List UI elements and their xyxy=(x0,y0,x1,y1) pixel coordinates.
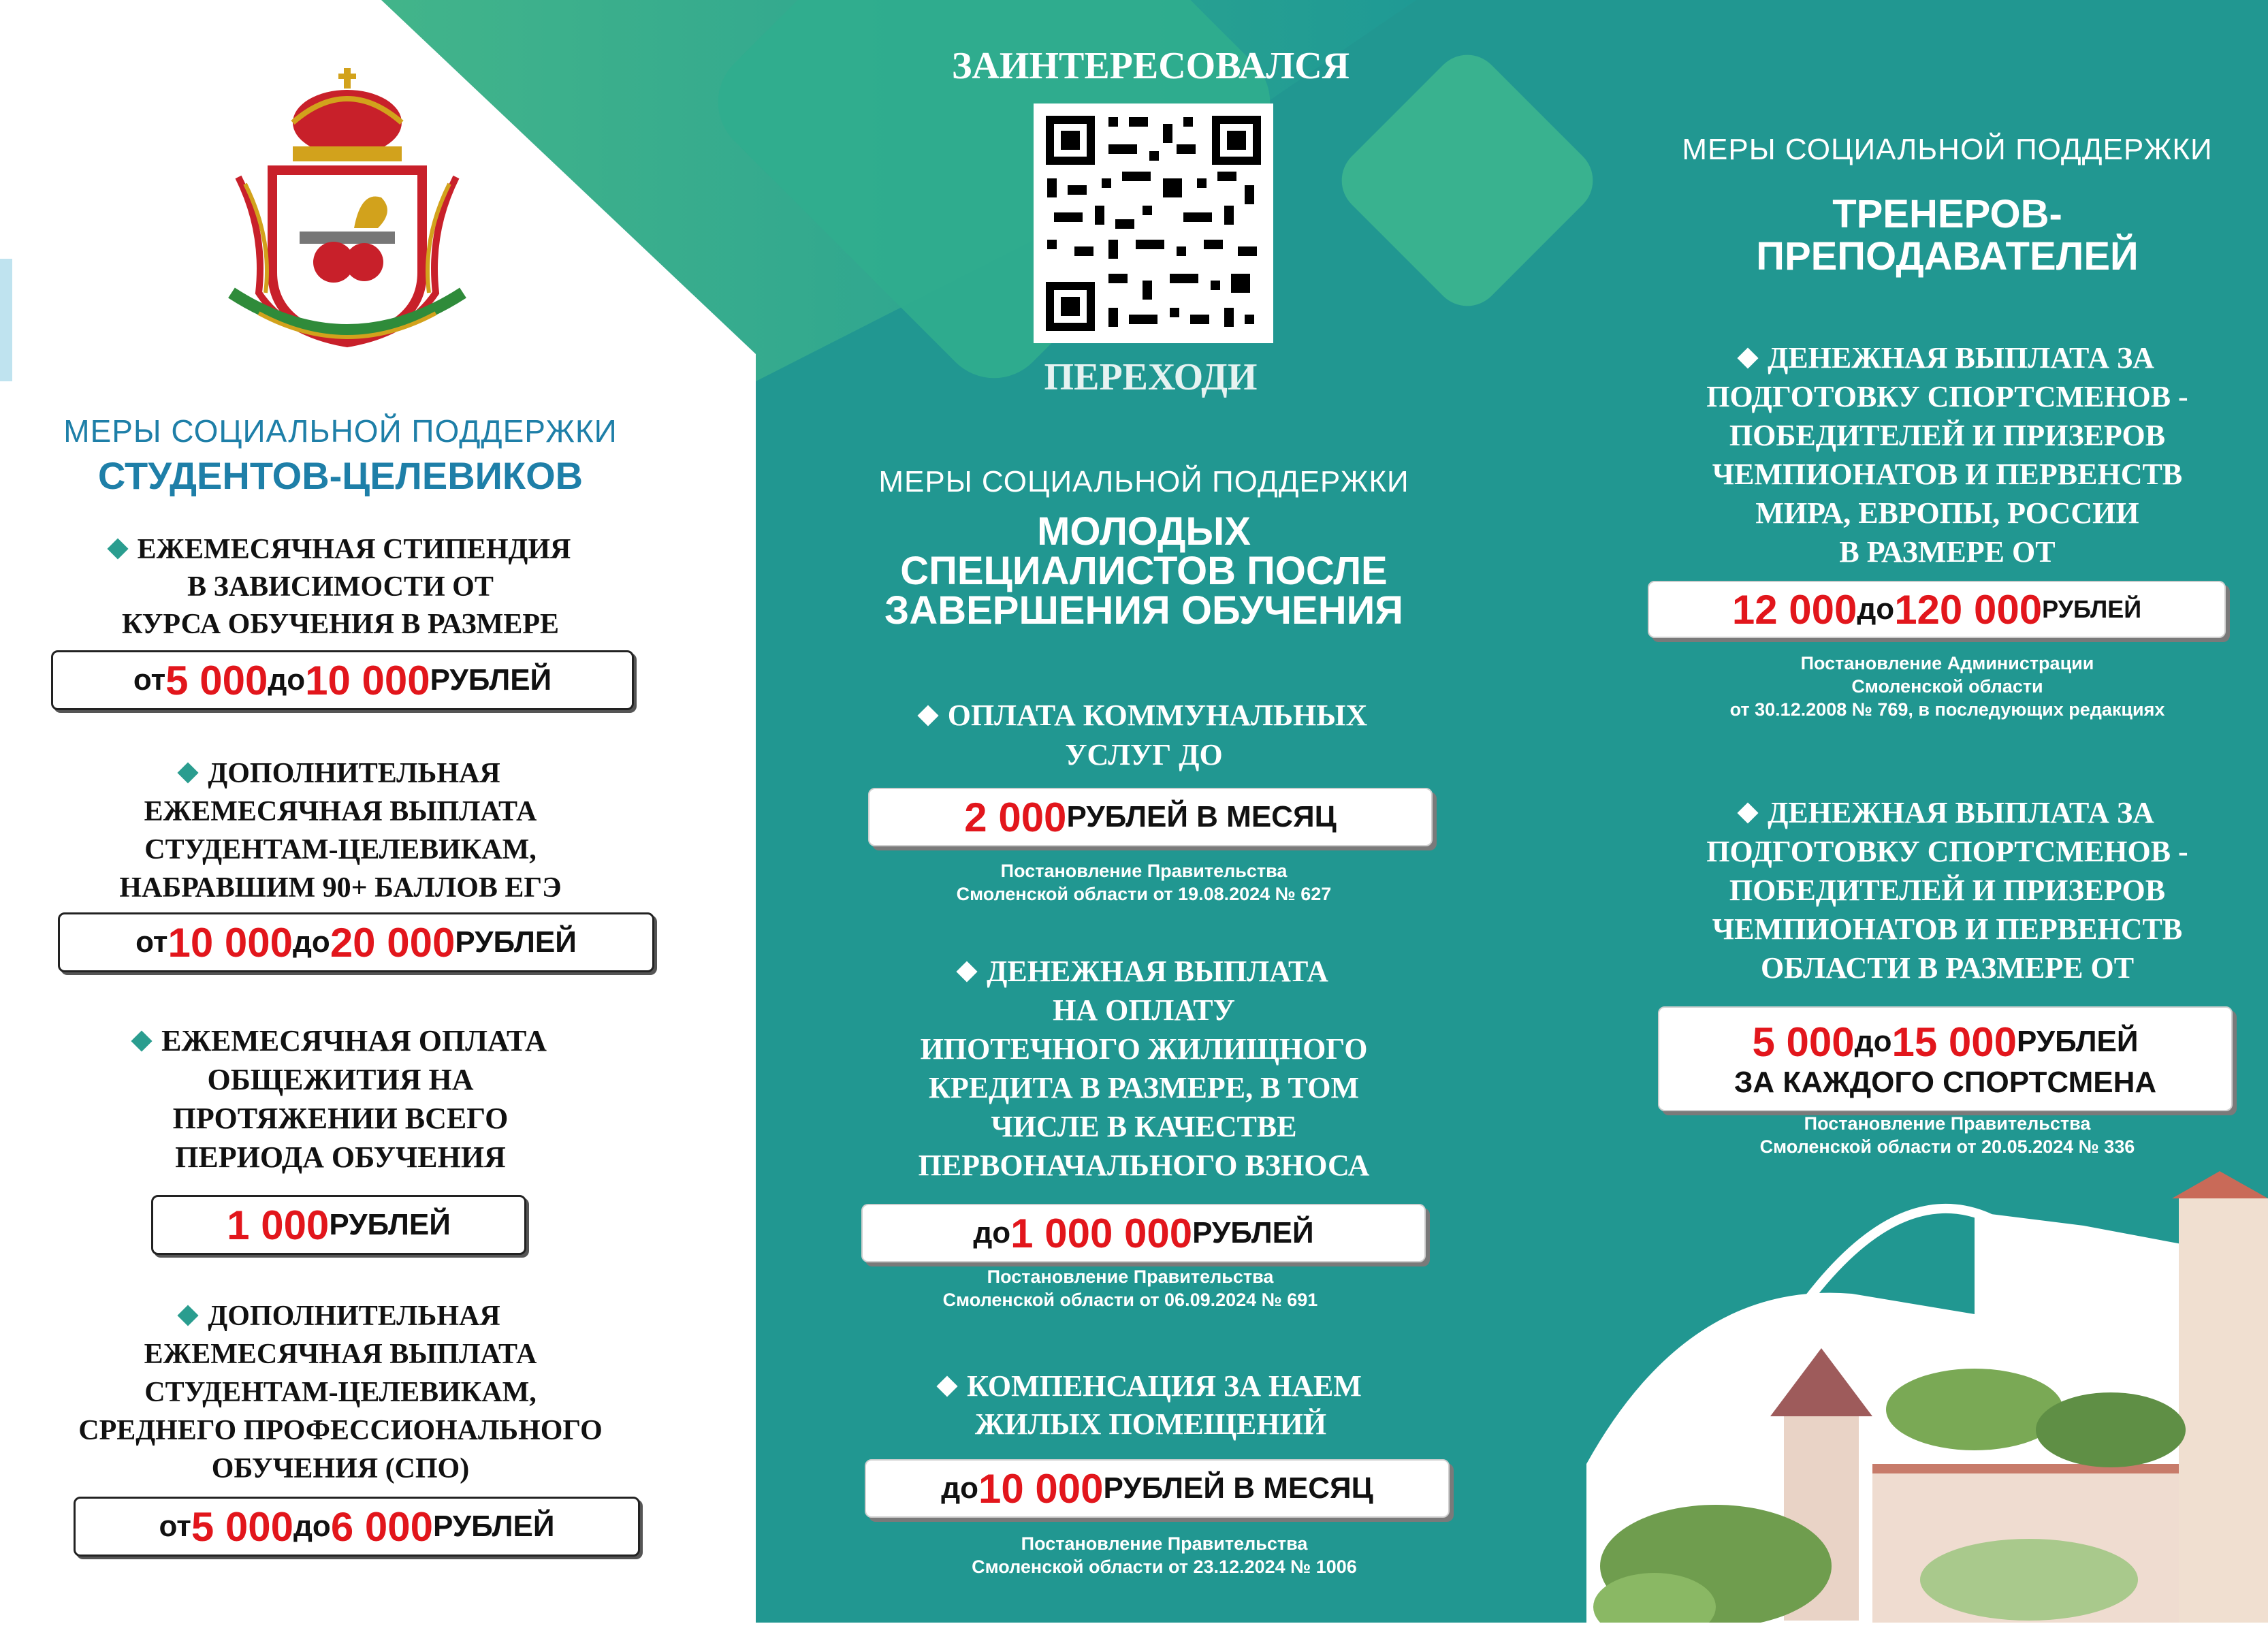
amount-value-from: 5 000 xyxy=(191,1503,293,1550)
left-item-4-amount xyxy=(74,1497,640,1557)
amount-value: 1 000 000 xyxy=(1010,1210,1193,1256)
amount-value-from: 10 000 xyxy=(167,919,293,966)
right-header-big xyxy=(1627,193,2267,278)
amount-value-to: 10 000 xyxy=(305,657,430,703)
note-line-3: от 30.12.2008 № 769, в последующих редакциях xyxy=(1729,699,2165,720)
amount-unit: РУБЛЕЙ xyxy=(2042,595,2142,623)
middle-header-big-line-2: СПЕЦИАЛИСТОВ ПОСЛЕ xyxy=(900,549,1388,593)
smolensk-coat-of-arms-icon xyxy=(218,68,477,354)
middle-item-3-line-2: ЖИЛЫХ ПОМЕЩЕНИЙ xyxy=(974,1407,1327,1441)
middle-item-2-line-2: НА ОПЛАТУ xyxy=(1053,993,1235,1027)
emblem xyxy=(218,68,477,354)
amount-separator: до xyxy=(1857,592,1895,626)
right-item-2-line-3: ПОБЕДИТЕЛЕЙ И ПРИЗЕРОВ xyxy=(1729,874,2166,907)
amount-line-2: ЗА КАЖДОГО СПОРТСМЕНА xyxy=(1734,1065,2157,1099)
left-item-4-line-2: ЕЖЕМЕСЯЧНАЯ ВЫПЛАТА xyxy=(144,1339,537,1370)
left-item-3-line-1: ЕЖЕМЕСЯЧНАЯ ОПЛАТА xyxy=(161,1024,547,1057)
right-item-1-line-2: ПОДГОТОВКУ СПОРТСМЕНОВ - xyxy=(1706,380,2188,413)
amount-value-to: 120 000 xyxy=(1894,586,2043,633)
note-line-1: Постановление Правительства xyxy=(1804,1113,2091,1134)
middle-item-2-line-4: КРЕДИТА В РАЗМЕРЕ, В ТОМ xyxy=(928,1071,1360,1104)
left-item-1-line-1: ЕЖЕМЕСЯЧНАЯ СТИПЕНДИЯ xyxy=(137,534,571,565)
left-header-small: МЕРЫ СОЦИАЛЬНОЙ ПОДДЕРЖКИ xyxy=(63,413,618,449)
left-item-3-text xyxy=(0,1021,681,1177)
amount-unit: РУБЛЕЙ xyxy=(1192,1216,1314,1249)
amount-value-from: 12 000 xyxy=(1731,586,1857,633)
bullet-diamond-icon xyxy=(1738,347,1759,368)
left-item-2-line-4: НАБРАВШИМ 90+ БАЛЛОВ ЕГЭ xyxy=(119,872,562,904)
amount-separator: до xyxy=(268,663,306,697)
left-item-2-line-2: ЕЖЕМЕСЯЧНАЯ ВЫПЛАТА xyxy=(144,796,537,827)
right-header-small: МЕРЫ СОЦИАЛЬНОЙ ПОДДЕРЖКИ xyxy=(1682,133,2213,166)
left-item-2-line-1: ДОПОЛНИТЕЛЬНАЯ xyxy=(208,758,500,789)
right-item-2-note xyxy=(1627,1112,2267,1158)
middle-item-2-text xyxy=(803,952,1484,1185)
amount-prefix: до xyxy=(973,1216,1011,1249)
amount-line-1 xyxy=(1753,1019,2139,1066)
qr-code[interactable] xyxy=(1034,103,1273,343)
amount-unit: РУБЛЕЙ xyxy=(329,1208,451,1241)
note-line-1: Постановление Правительства xyxy=(987,1266,1274,1287)
amount-value-from: 5 000 xyxy=(1752,1019,1855,1065)
middle-item-2-amount xyxy=(861,1204,1426,1262)
right-item-1-line-6: В РАЗМЕРЕ ОТ xyxy=(1839,535,2056,569)
middle-item-1-line-1: ОПЛАТА КОММУНАЛЬНЫХ xyxy=(947,699,1368,732)
left-item-3-line-4: ПЕРИОДА ОБУЧЕНИЯ xyxy=(175,1141,506,1174)
amount-value: 10 000 xyxy=(978,1465,1104,1512)
middle-header-big xyxy=(790,509,1498,633)
middle-item-2-line-3: ИПОТЕЧНОГО ЖИЛИЩНОГО xyxy=(920,1032,1368,1066)
bullet-diamond-icon xyxy=(937,1375,958,1397)
left-item-3-amount xyxy=(151,1195,526,1255)
amount-value-to: 6 000 xyxy=(330,1503,433,1550)
right-item-2-line-2: ПОДГОТОВКУ СПОРТСМЕНОВ - xyxy=(1706,835,2188,868)
note-line-2: Смоленской области от 20.05.2024 № 336 xyxy=(1759,1136,2135,1157)
left-item-1-text xyxy=(0,531,681,643)
amount-value: 1 000 xyxy=(227,1202,330,1248)
bullet-diamond-icon xyxy=(957,961,978,982)
right-item-2-amount xyxy=(1658,1006,2233,1111)
left-item-4-text xyxy=(0,1297,681,1488)
right-item-1-amount xyxy=(1648,581,2226,638)
right-item-1-line-4: ЧЕМПИОНАТОВ И ПЕРВЕНСТВ xyxy=(1712,458,2183,491)
left-item-2-line-3: СТУДЕНТАМ-ЦЕЛЕВИКАМ, xyxy=(144,834,537,865)
right-item-2-line-5: ОБЛАСТИ В РАЗМЕРЕ ОТ xyxy=(1760,951,2135,985)
left-item-4-line-4: СРЕДНЕГО ПРОФЕССИОНАЛЬНОГО xyxy=(78,1415,603,1446)
note-line-1: Постановление Правительства xyxy=(1000,861,1288,881)
note-line-2: Смоленской области от 06.09.2024 № 691 xyxy=(942,1290,1318,1310)
right-header-big-line-1: ТРЕНЕРОВ- xyxy=(1832,192,2062,236)
note-line-2: Смоленской области от 23.12.2024 № 1006 xyxy=(972,1557,1357,1577)
amount-value-to: 20 000 xyxy=(330,919,456,966)
middle-item-2-line-1: ДЕНЕЖНАЯ ВЫПЛАТА xyxy=(987,955,1328,988)
right-item-1-note xyxy=(1627,652,2267,721)
right-item-1-line-5: МИРА, ЕВРОПЫ, РОССИИ xyxy=(1755,496,2139,530)
amount-unit: РУБЛЕЙ xyxy=(455,925,577,959)
left-item-3-line-3: ПРОТЯЖЕНИИ ВСЕГО xyxy=(172,1102,509,1135)
left-item-4-line-1: ДОПОЛНИТЕЛЬНАЯ xyxy=(208,1301,500,1332)
bullet-diamond-icon xyxy=(178,1305,199,1326)
amount-prefix: от xyxy=(159,1510,191,1543)
middle-item-1-amount xyxy=(868,788,1433,846)
bullet-diamond-icon xyxy=(131,1030,153,1051)
amount-separator: до xyxy=(293,925,330,959)
middle-item-3-text xyxy=(810,1367,1491,1444)
middle-header-small: МЕРЫ СОЦИАЛЬНОЙ ПОДДЕРЖКИ xyxy=(878,465,1409,498)
note-line-1: Постановление Администрации xyxy=(1800,653,2094,673)
amount-prefix: до xyxy=(941,1471,978,1505)
bullet-diamond-icon xyxy=(917,705,938,726)
middle-item-2-line-5: ЧИСЛЕ В КАЧЕСТВЕ xyxy=(991,1110,1297,1143)
bullet-diamond-icon xyxy=(107,539,128,560)
right-item-1-line-1: ДЕНЕЖНАЯ ВЫПЛАТА ЗА xyxy=(1768,341,2154,374)
middle-header-big-line-1: МОЛОДЫХ xyxy=(1037,509,1251,554)
right-item-1-line-3: ПОБЕДИТЕЛЕЙ И ПРИЗЕРОВ xyxy=(1729,419,2166,452)
left-item-1-line-3: КУРСА ОБУЧЕНИЯ В РАЗМЕРЕ xyxy=(121,609,560,640)
qr-code-icon xyxy=(1034,103,1273,343)
right-item-2-line-4: ЧЕМПИОНАТОВ И ПЕРВЕНСТВ xyxy=(1712,912,2183,946)
right-item-2-text xyxy=(1627,793,2267,987)
qr-caption-top: ЗАИНТЕРЕСОВАЛСЯ xyxy=(951,45,1350,87)
left-item-2-text xyxy=(0,754,681,907)
middle-item-1-note xyxy=(803,859,1484,906)
left-item-1-line-2: В ЗАВИСИМОСТИ ОТ xyxy=(187,571,494,603)
amount-value-from: 5 000 xyxy=(165,657,268,703)
amount-unit: РУБЛЕЙ xyxy=(430,663,552,697)
qr-caption-bottom: ПЕРЕХОДИ xyxy=(1044,356,1258,398)
middle-item-2-line-6: ПЕРВОНАЧАЛЬНОГО ВЗНОСА xyxy=(918,1149,1370,1182)
amount-prefix: от xyxy=(135,925,168,959)
note-line-2: Смоленской области xyxy=(1851,676,2043,697)
right-item-2-line-1: ДЕНЕЖНАЯ ВЫПЛАТА ЗА xyxy=(1768,796,2154,829)
left-item-4-line-3: СТУДЕНТАМ-ЦЕЛЕВИКАМ, xyxy=(144,1377,537,1408)
bullet-diamond-icon xyxy=(178,763,199,784)
middle-item-3-amount xyxy=(865,1459,1450,1518)
amount-separator: до xyxy=(1854,1025,1892,1058)
middle-item-2-note xyxy=(790,1265,1471,1311)
right-header-big-line-2: ПРЕПОДАВАТЕЛЕЙ xyxy=(1756,234,2139,278)
amount-prefix: от xyxy=(133,663,166,697)
right-item-1-text xyxy=(1627,338,2267,571)
amount-unit: РУБЛЕЙ В МЕСЯЦ xyxy=(1103,1471,1373,1505)
left-item-2-amount xyxy=(58,912,654,972)
note-line-1: Постановление Правительства xyxy=(1021,1533,1308,1554)
left-header-big: СТУДЕНТОВ-ЦЕЛЕВИКОВ xyxy=(97,454,584,497)
amount-separator: до xyxy=(293,1510,331,1543)
amount-unit: РУБЛЕЙ В МЕСЯЦ xyxy=(1066,800,1337,833)
middle-item-3-note xyxy=(824,1532,1505,1578)
amount-unit: РУБЛЕЙ xyxy=(2016,1025,2139,1058)
bullet-diamond-icon xyxy=(1738,802,1759,823)
note-line-2: Смоленской области от 19.08.2024 № 627 xyxy=(956,884,1332,904)
middle-item-3-line-1: КОМПЕНСАЦИЯ ЗА НАЕМ xyxy=(967,1369,1362,1403)
amount-unit: РУБЛЕЙ xyxy=(432,1510,555,1543)
left-item-3-line-2: ОБЩЕЖИТИЯ НА xyxy=(207,1063,474,1096)
left-item-1-amount xyxy=(51,650,634,710)
amount-value-to: 15 000 xyxy=(1891,1019,2017,1065)
left-item-4-line-5: ОБУЧЕНИЯ (СПО) xyxy=(211,1453,470,1484)
amount-value: 2 000 xyxy=(964,794,1067,840)
middle-header-big-line-3: ЗАВЕРШЕНИЯ ОБУЧЕНИЯ xyxy=(884,588,1403,633)
middle-item-1-line-2: УСЛУГ ДО xyxy=(1065,738,1223,771)
middle-item-1-text xyxy=(803,696,1484,775)
